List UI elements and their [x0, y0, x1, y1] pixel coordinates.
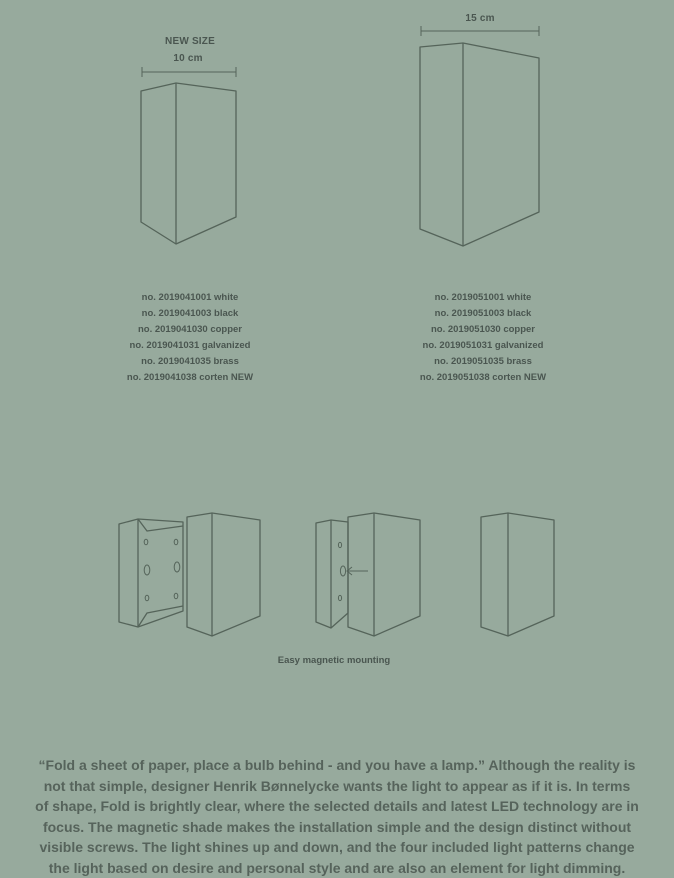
mounting-shade	[187, 513, 260, 636]
list-item: no. 2019051030 copper	[430, 324, 536, 335]
list-item: no. 2019051001 white	[434, 292, 532, 303]
screw-hole	[144, 539, 148, 545]
screw-hole	[144, 565, 150, 575]
list-item: no. 2019051031 galvanized	[422, 340, 544, 351]
list-item: no. 2019041035 brass	[141, 356, 239, 367]
screw-hole	[174, 593, 178, 599]
list-item: no. 2019041031 galvanized	[129, 340, 251, 351]
screw-hole	[340, 566, 345, 576]
mounting-attach	[316, 513, 420, 636]
screw-hole	[174, 562, 180, 572]
description-line: focus. The magnetic shade makes the installation simple and the design distinct without	[42, 818, 632, 835]
description-line: not that simple, designer Henrik Bønnelycke wants the light to appear as if it is. In terms	[43, 777, 631, 794]
mounting-caption: Easy magnetic mounting	[277, 655, 391, 666]
mounting-result	[481, 513, 554, 636]
screw-hole	[338, 542, 341, 547]
description-line: “Fold a sheet of paper, place a bulb behind - and you have a lamp.” Although the reality is	[38, 757, 636, 773]
large-lamp-width-label: 15 cm	[465, 13, 495, 24]
description-line: visible screws. The light shines up and down, and the four included light patterns change	[39, 839, 635, 855]
screw-hole	[145, 595, 149, 601]
description-line: the light based on desire and personal style and are also an element for light dimming.	[48, 859, 626, 876]
screw-hole	[174, 539, 178, 545]
small-lamp-width-label: 10 cm	[173, 53, 203, 64]
list-item: no. 2019051003 black	[434, 308, 532, 319]
list-item: no. 2019041030 copper	[137, 324, 243, 335]
list-item: no. 2019041038 corten NEW	[126, 372, 254, 383]
list-item: no. 2019041001 white	[141, 292, 239, 303]
screw-hole	[338, 595, 341, 600]
description	[0, 755, 674, 878]
list-item: no. 2019041003 black	[141, 308, 239, 319]
new-size-label: NEW SIZE	[165, 36, 215, 47]
list-item: no. 2019051035 brass	[434, 356, 532, 367]
description-line: of shape, Fold is brightly clear, where the selected details and latest LED technology are in	[35, 798, 639, 814]
mounting-backplate	[119, 519, 183, 627]
list-item: no. 2019051038 corten NEW	[419, 372, 547, 383]
